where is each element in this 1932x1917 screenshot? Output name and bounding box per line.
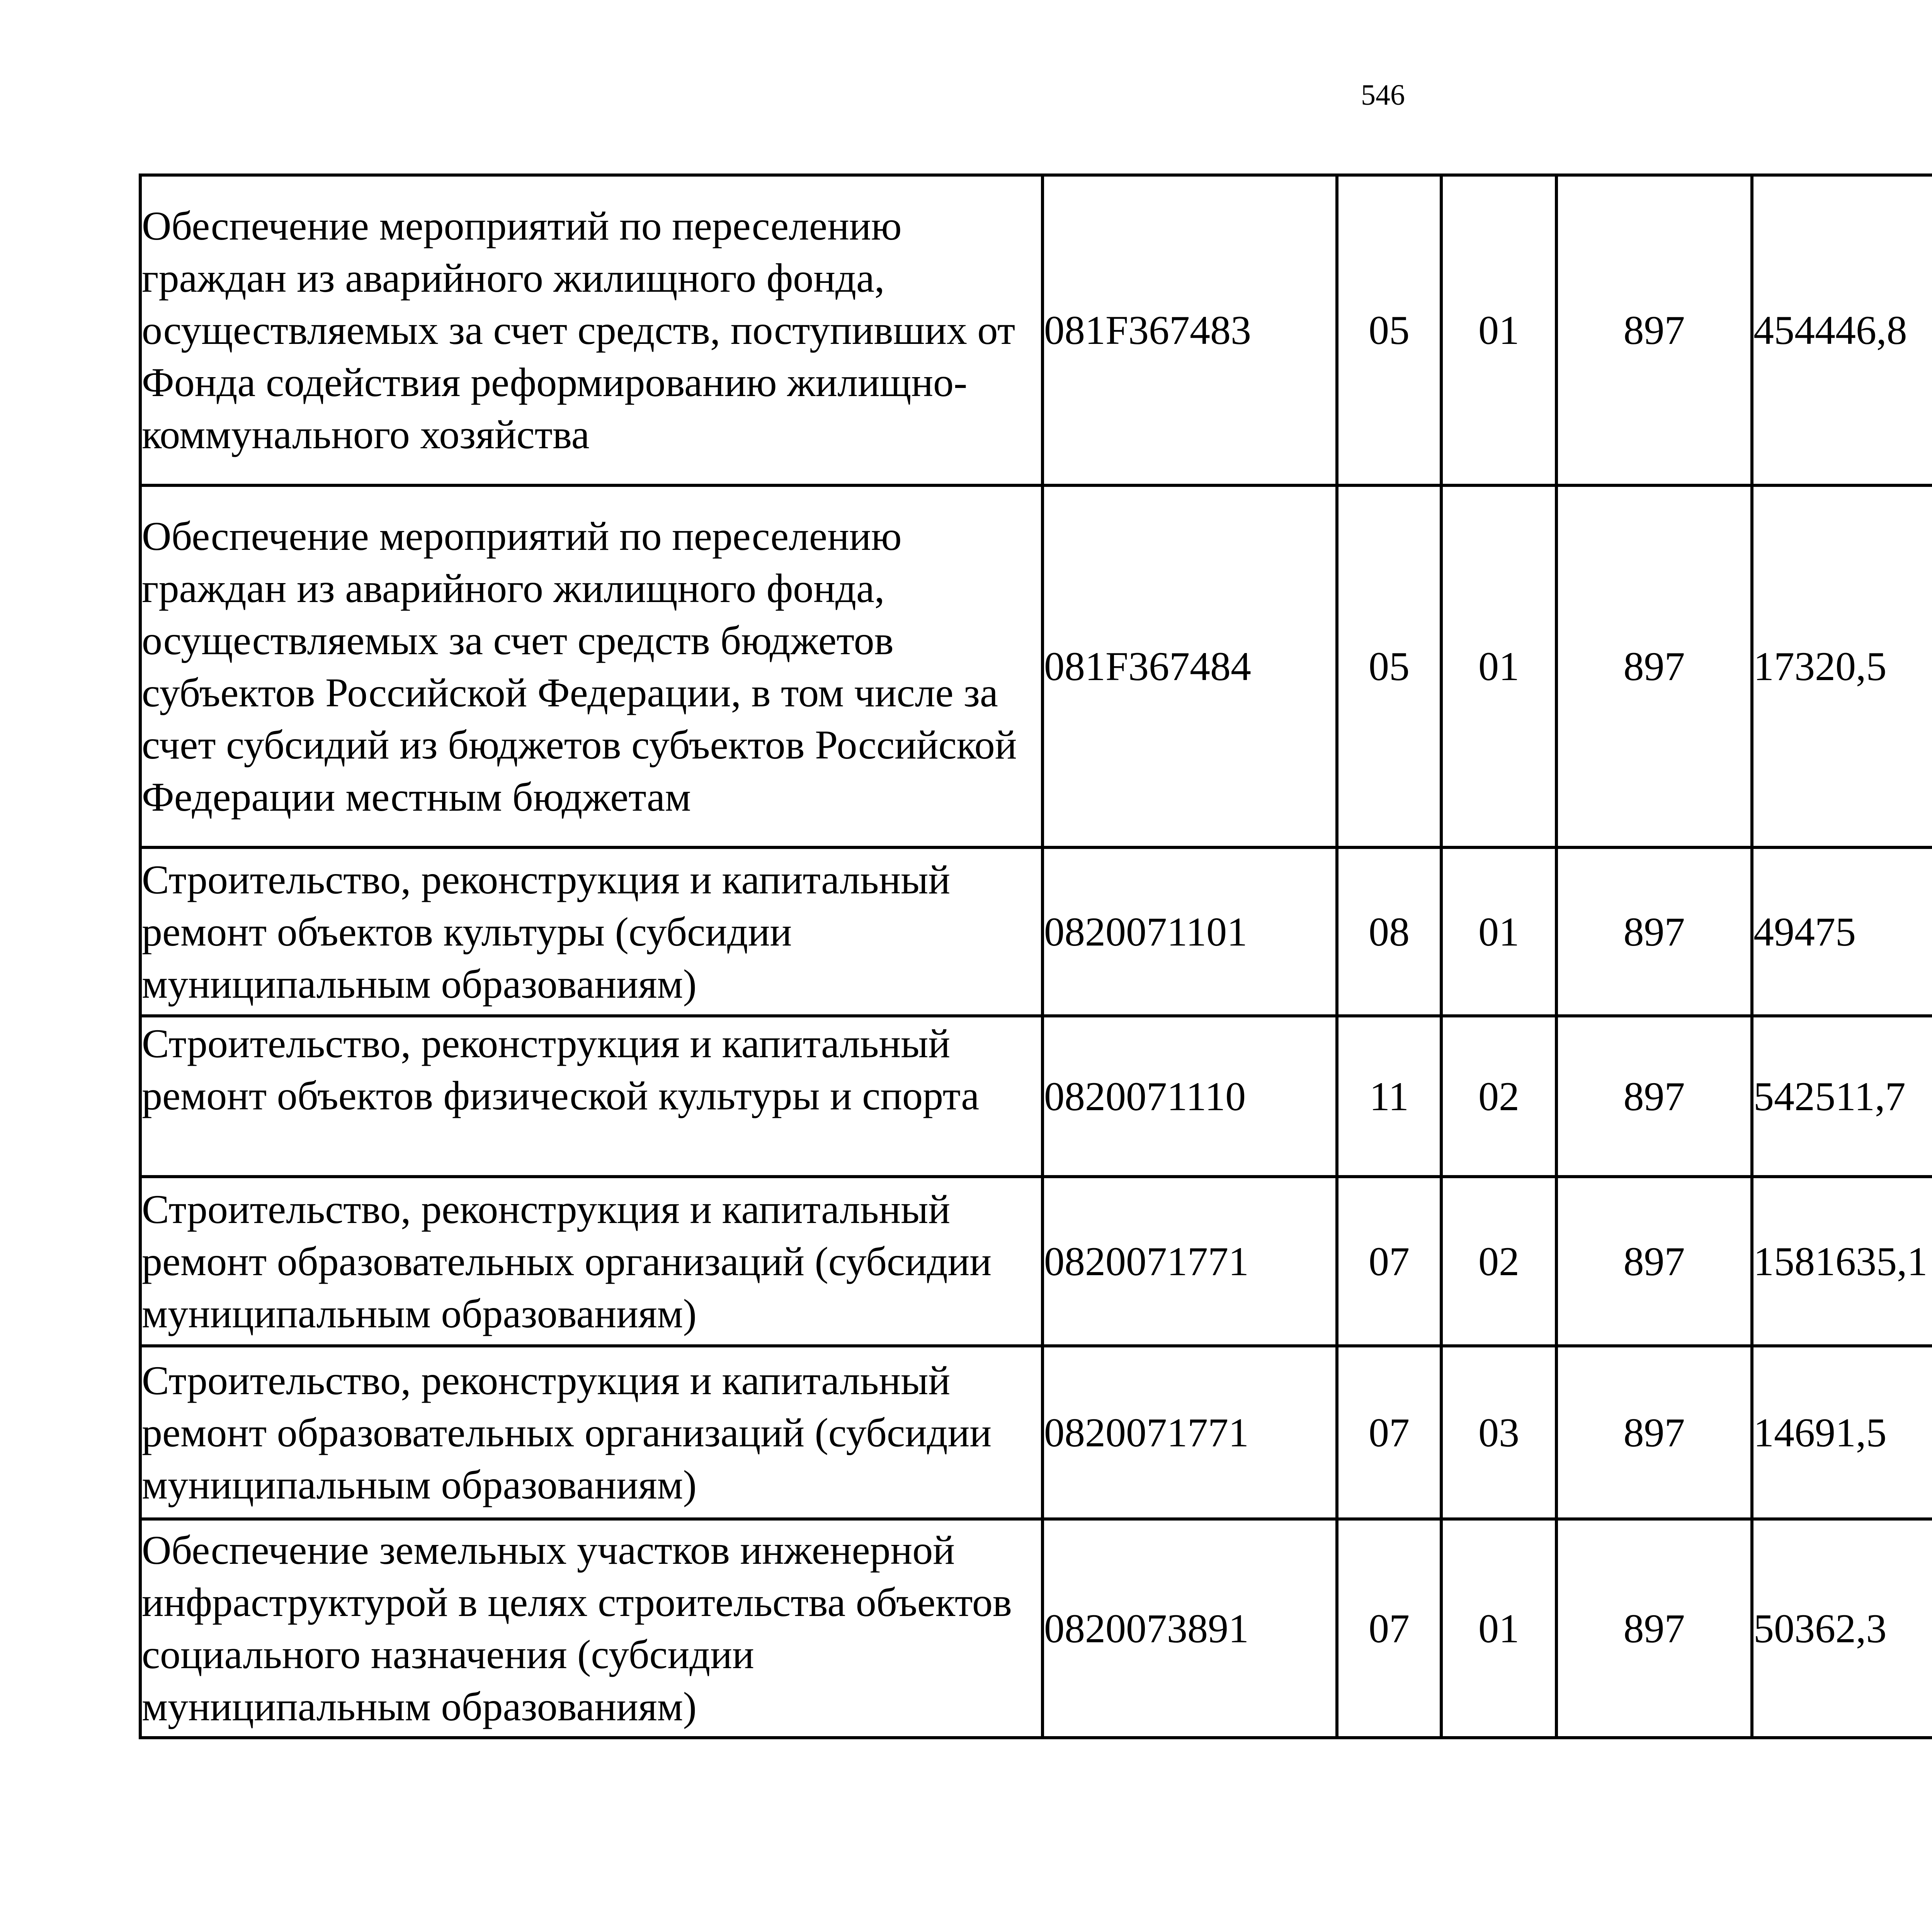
- table-row: [140, 1016, 1932, 1177]
- target-article-code: 0820071101: [1043, 847, 1337, 1016]
- page-number: 546: [1361, 79, 1405, 111]
- section-code: 07: [1337, 1177, 1441, 1346]
- table-row: [140, 1346, 1932, 1519]
- expense-type-code: 897: [1556, 1016, 1752, 1177]
- expense-type-code: 897: [1556, 175, 1752, 485]
- target-article-code: 0820071110: [1043, 1016, 1337, 1177]
- table-row: [140, 1519, 1932, 1738]
- amount-1: 49475: [1752, 847, 1932, 1016]
- section-code: 11: [1337, 1016, 1441, 1177]
- subsection-code: 01: [1441, 485, 1556, 847]
- amount-1: 1581635,1: [1752, 1177, 1932, 1346]
- amount-1: 542511,7: [1752, 1016, 1932, 1177]
- section-code: 07: [1337, 1346, 1441, 1519]
- section-code: 05: [1337, 175, 1441, 485]
- section-code: 07: [1337, 1519, 1441, 1738]
- expense-type-code: 897: [1556, 847, 1752, 1016]
- row-name: Строительство, реконструкция и капитальный ремонт объектов культуры (субсидии муниципальным образованиям): [140, 847, 1043, 1016]
- expense-type-code: 897: [1556, 485, 1752, 847]
- target-article-code: 081F367483: [1043, 175, 1337, 485]
- amount-1: 14691,5: [1752, 1346, 1932, 1519]
- target-article-code: 0820071771: [1043, 1346, 1337, 1519]
- row-name: Строительство, реконструкция и капитальный ремонт объектов физической культуры и спорта: [140, 1016, 1043, 1177]
- amount-1: 50362,3: [1752, 1519, 1932, 1738]
- amount-1: 17320,5: [1752, 485, 1932, 847]
- expense-type-code: 897: [1556, 1177, 1752, 1346]
- budget-table: [139, 173, 1932, 1739]
- subsection-code: 01: [1441, 847, 1556, 1016]
- subsection-code: 03: [1441, 1346, 1556, 1519]
- table-row: [140, 1177, 1932, 1346]
- target-article-code: 081F367484: [1043, 485, 1337, 847]
- row-name: Строительство, реконструкция и капитальный ремонт образовательных организаций (субсидии муниципальным образованиям): [140, 1177, 1043, 1346]
- table-row: [140, 847, 1932, 1016]
- row-name: Обеспечение мероприятий по переселению граждан из аварийного жилищного фонда, осуществляемых за счет средств, поступивших от Фонда содействия реформированию жилищно-коммунального хозяйства: [140, 175, 1043, 485]
- row-name: Строительство, реконструкция и капитальный ремонт образовательных организаций (субсидии муниципальным образованиям): [140, 1346, 1043, 1519]
- subsection-code: 01: [1441, 175, 1556, 485]
- table-row: [140, 485, 1932, 847]
- subsection-code: 02: [1441, 1177, 1556, 1346]
- target-article-code: 0820073891: [1043, 1519, 1337, 1738]
- amount-1: 454446,8: [1752, 175, 1932, 485]
- row-name: Обеспечение мероприятий по переселению граждан из аварийного жилищного фонда, осуществляемых за счет средств бюджетов субъектов Российской Федерации, в том числе за счет субсидий из бюджетов субъектов Российской Федерации местным бюджетам: [140, 485, 1043, 847]
- table-row: [140, 175, 1932, 485]
- row-name: Обеспечение земельных участков инженерной инфраструктурой в целях строительства объектов социального назначения (субсидии муниципальным образованиям): [140, 1519, 1043, 1738]
- expense-type-code: 897: [1556, 1519, 1752, 1738]
- expense-type-code: 897: [1556, 1346, 1752, 1519]
- section-code: 08: [1337, 847, 1441, 1016]
- target-article-code: 0820071771: [1043, 1177, 1337, 1346]
- subsection-code: 01: [1441, 1519, 1556, 1738]
- subsection-code: 02: [1441, 1016, 1556, 1177]
- section-code: 05: [1337, 485, 1441, 847]
